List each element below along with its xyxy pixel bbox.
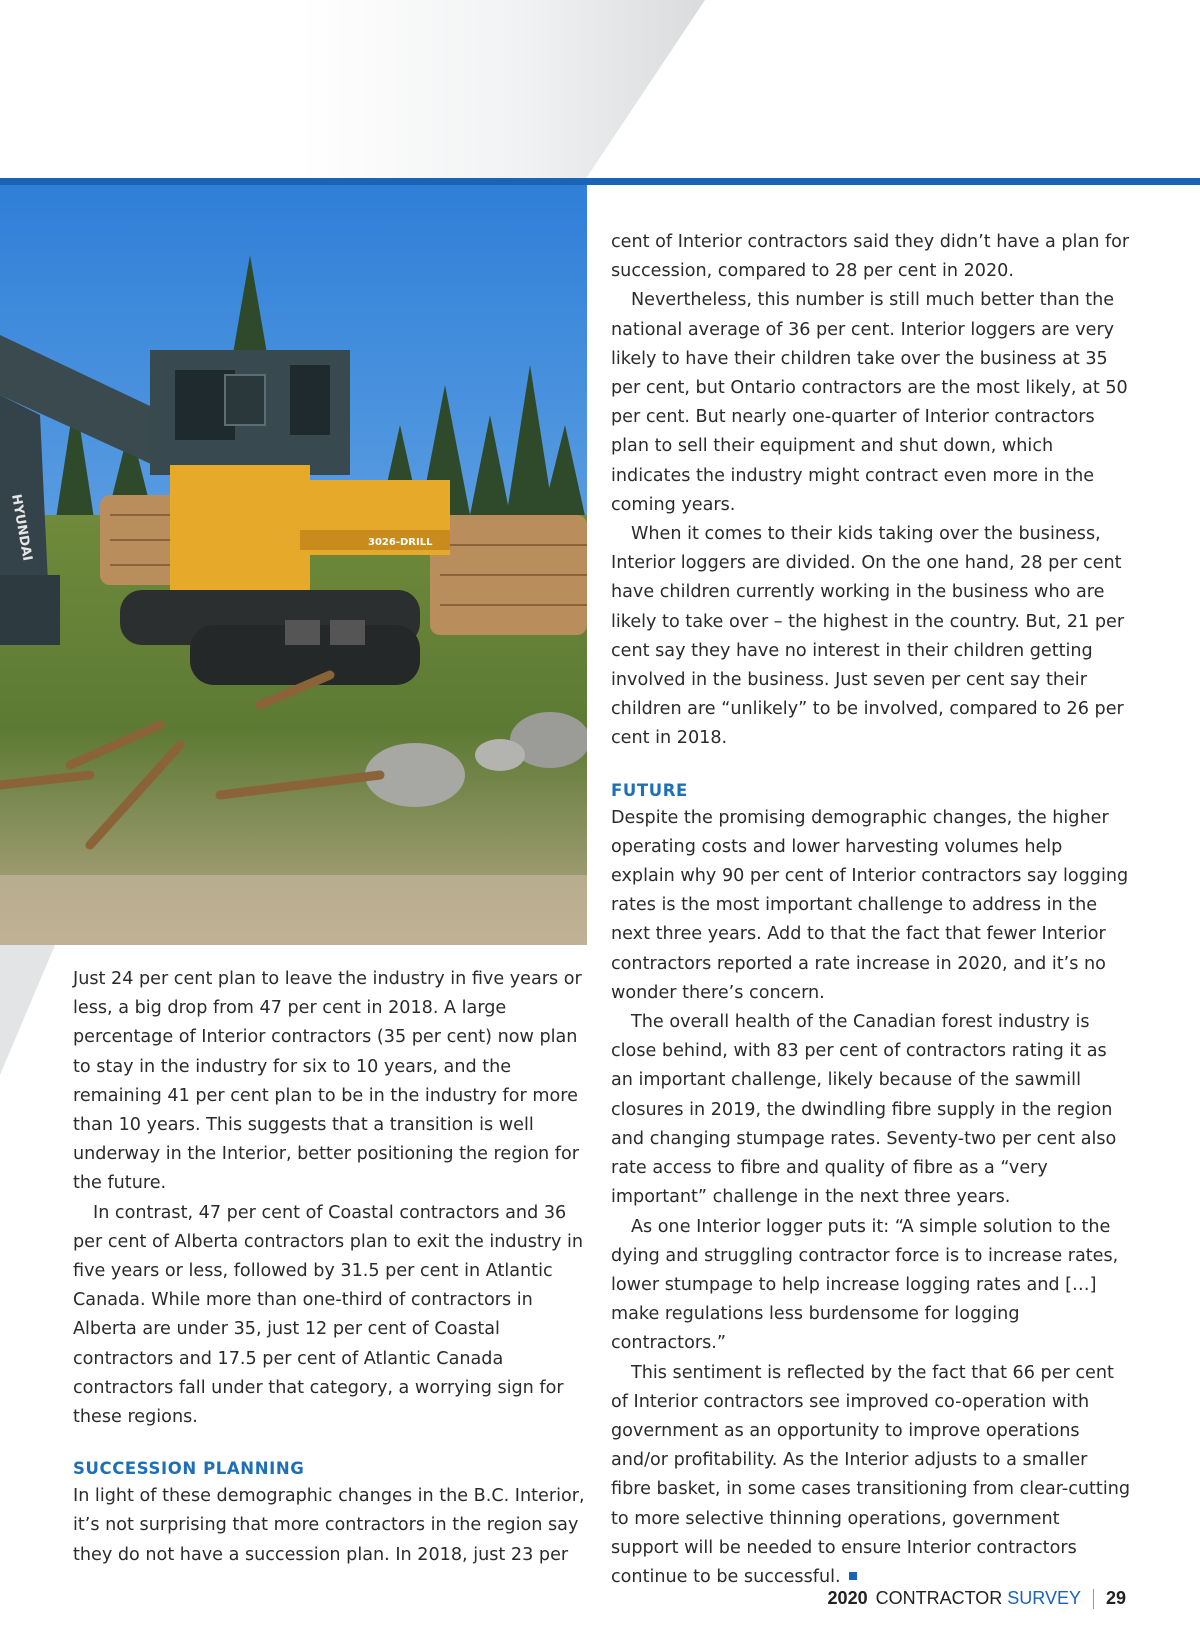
body-paragraph: Despite the promising demographic changes, the higher operating costs and lower harvesting volumes help explain why 90 per cent of Interior contractors say logging rates is the most important challenge to address in the next three years. Add to that the fact that fewer Interior contractors reported a rate increase in 2020, and it’s no wonder there’s concern. — [611, 807, 1129, 1003]
body-paragraph: When it comes to their kids taking over the business, Interior loggers are divided. On the one hand, 28 per cent have children currently working in the business who are likely to take over – the highest in the country. But, 21 per cent say they have no interest in their children getting involved in the business. Just seven per cent say their children are “unlikely” to be involved, compared to 26 per cent in 2018. — [611, 524, 1125, 749]
end-of-article-square-icon — [849, 1572, 857, 1580]
feller-buncher-photo — [0, 185, 587, 945]
header-rule — [0, 178, 1200, 185]
page-footer — [828, 1588, 1126, 1609]
page-number: 29 — [1105, 1588, 1126, 1608]
body-paragraph: In light of these demographic changes in the B.C. Interior, it’s not surprising that more contractors in the region say they do not have a succession plan. In 2018, just 23 per — [73, 1486, 585, 1565]
future-heading: FUTURE — [611, 780, 688, 800]
body-paragraph: The overall health of the Canadian forest industry is close behind, with 83 per cent of contractors rating it as an important challenge, likely because of the sawmill closures in 2019, the dwindling fibre supply in the region and changing stumpage rates. Seventy-two per cent also rate access to fibre and quality of fibre as a “very important” challenge in the next three years. — [611, 1012, 1117, 1208]
footer-title-accent: SURVEY — [1007, 1588, 1081, 1608]
succession-heading: SUCCESSION PLANNING — [73, 1459, 305, 1479]
footer-year: 2020 — [827, 1588, 868, 1608]
corner-decoration — [0, 945, 60, 1085]
body-paragraph: In contrast, 47 per cent of Coastal contractors and 36 per cent of Alberta contractors plan to exit the industry in five years or less, followed by 31.5 per cent in Atlantic Canada. While more than one-third of contractors in Alberta are under 35, just 12 per cent of Coastal contractors and 17.5 per cent of Atlantic Canada contractors fall under that category, a worrying sign for these regions. — [73, 1202, 584, 1428]
footer-divider — [1093, 1589, 1094, 1609]
header-banner — [0, 0, 1200, 180]
boom-brand-text: HYUNDAI — [8, 493, 35, 563]
body-paragraph: cent of Interior contractors said they didn’t have a plan for succession, compared to 28 per cent in 2020. — [611, 232, 1130, 282]
footer-title-main: CONTRACTOR — [875, 1588, 1003, 1608]
machine-badge-text: 3026-DRILL — [368, 537, 433, 548]
body-paragraph: Just 24 per cent plan to leave the industry in five years or less, a big drop from 47 per cent in 2018. A large percentage of Interior contractors (35 per cent) now plan to stay in the industry for six to 10 years, and the remaining 41 per cent plan to be in the industry for more than 10 years. This suggests that a transition is well underway in the Interior, better positioning the region for the future. — [73, 969, 582, 1194]
body-paragraph: As one Interior logger puts it: “A simple solution to the dying and struggling contractor force is to increase rates, lower stumpage to help increase logging rates and […] make regulations less burdensome for logging contractors.” — [611, 1216, 1119, 1354]
final-paragraph-text: This sentiment is reflected by the fact that 66 per cent of Interior contractors see improved co-operation with government as an opportunity to improve operations and/or profitability. As the Interior adjusts to a smaller fibre basket, in some cases transitioning from clear-cutting to more selective thinning operations, government support will be needed to ensure Interior contractors continue to be successful. — [611, 1362, 1131, 1587]
left-column — [73, 965, 588, 1570]
body-paragraph — [611, 1359, 1131, 1593]
body-paragraph: Nevertheless, this number is still much better than the national average of 36 per cent. Interior loggers are very likely to have their children take over the business at 35 per cent, but Ontario contractors are the most likely, at 50 per cent. But nearly one-quarter of Interior contractors plan to sell their equipment and shut down, which indicates the industry might contract even more in the coming years. — [611, 290, 1128, 515]
right-column — [611, 228, 1131, 1592]
